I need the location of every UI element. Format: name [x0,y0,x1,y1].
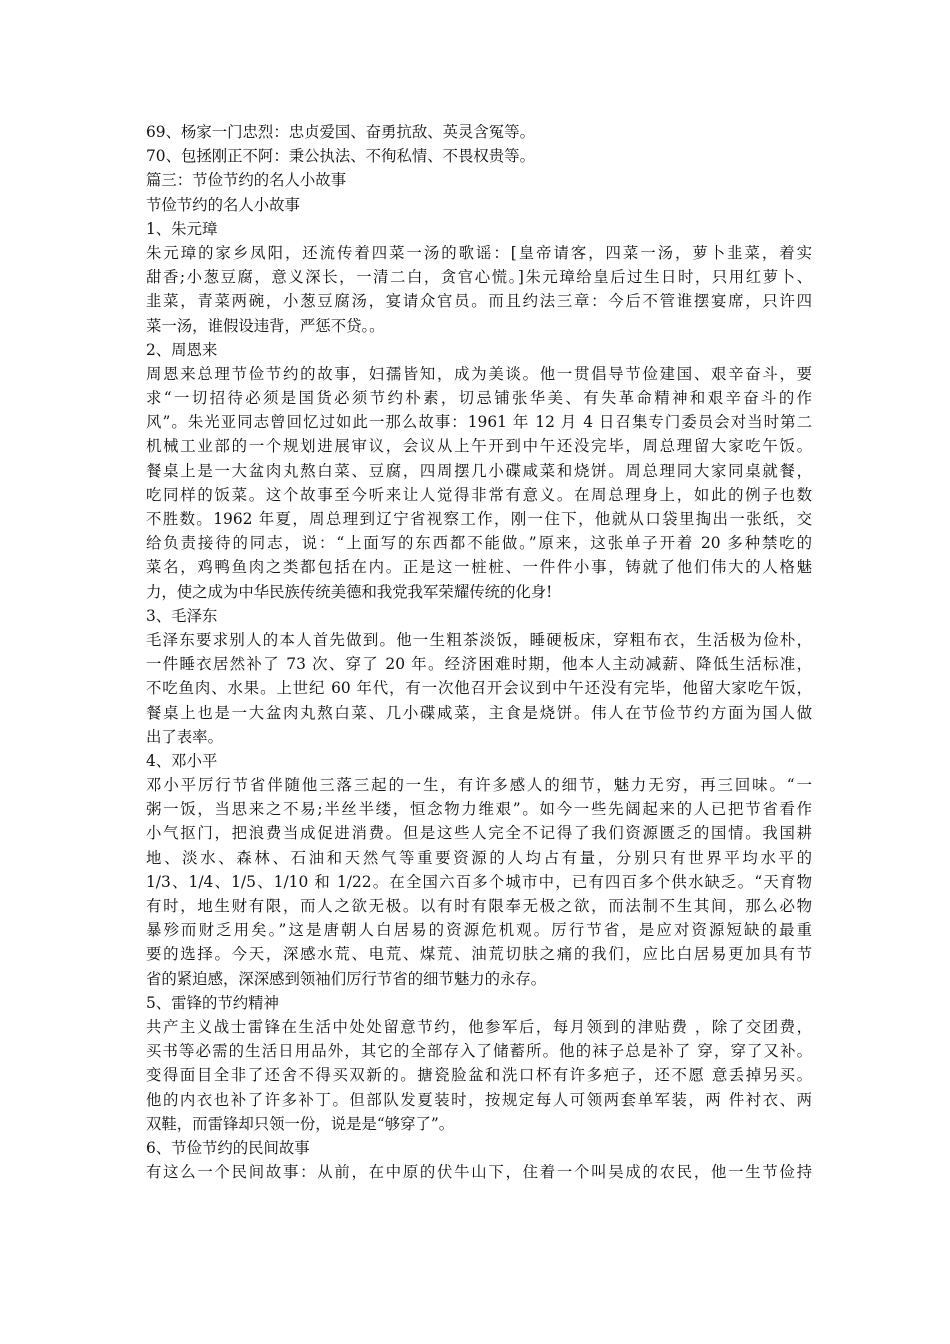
text-line: 70、包拯刚正不阿：秉公执法、不徇私情、不畏权贵等。 [146,147,535,166]
text-line: 5、雷锋的节约精神 [146,993,279,1012]
text-line: 一件睡衣居然补了 73 次、穿了 20 年。经济困难时期，他本人主动减薪、降低生活标准， [146,655,812,674]
text-line: 出了表率。 [146,727,223,746]
text-line: 1/3、1/4、1/5、1/10 和 1/22。在全国六百多个城市中，已有四百多个供水缺乏。“天育物 [146,872,812,891]
text-line: 1、朱元璋 [146,219,218,238]
text-line: 餐桌上是一大盆肉丸熬白菜、豆腐，四周摆几小碟咸菜和烧饼。周总理同大家同桌就餐， [146,461,812,480]
text-line: 6、节俭节约的民间故事 [146,1138,310,1157]
text-line: 不吃鱼肉、水果。上世纪 60 年代，有一次他召开会议到中午还没有完毕，他留大家吃午饭， [146,679,812,698]
text-line: 不胜数。1962 年夏，周总理到辽宁省视察工作，刚一住下，他就从口袋里掏出一张纸，交 [146,510,812,528]
text-line: 餐桌上也是一大盆肉丸熬白菜、几小碟咸菜，主食是烧饼。伟人在节俭节约方面为国人做 [146,703,812,722]
document-page [146,120,812,1184]
text-line: 小气抠门，把浪费当成促进消费。但是这些人完全不记得了我们资源匮乏的国情。我国耕 [146,824,812,843]
text-line: 地、淡水、森林、石油和天然气等重要资源的人均占有量，分别只有世界平均水平的 [146,848,812,867]
text-line: 粥一饭，当思来之不易;半丝半缕，恒念物力维艰”。如今一些先阔起来的人已把节省看作 [146,800,812,819]
text-line: 买书等必需的生活日用品外，其它的全部存入了储蓄所。他的袜子总是补了 穿，穿了又补。 [146,1042,812,1061]
text-line: 韭菜，青菜两碗，小葱豆腐汤，宴请众官员。而且约法三章：今后不管谁摆宴席，只许四 [146,292,812,311]
text-line: 力，使之成为中华民族传统美德和我党我军荣耀传统的化身! [146,582,553,601]
text-line: 他的内衣也补了许多补丁。但部队发夏装时，按规定每人可领两套单军装，两 件衬衣、两 [146,1090,812,1109]
text-line: 菜名，鸡鸭鱼肉之类都包括在内。正是这一桩桩、一件件小事，铸就了他们伟大的人格魅 [146,558,812,577]
text-line: 4、邓小平 [146,751,218,770]
text-line: 篇三：节俭节约的名人小故事 [146,171,347,190]
text-line: 要的选择。今天，深感水荒、电荒、煤荒、油荒切肤之痛的我们，应比白居易更加具有节 [146,945,812,964]
text-line: 双鞋，而雷锋却只领一份，说是是“够穿了”。 [146,1114,455,1133]
text-line: 省的紧迫感，深深感到领袖们厉行节省的细节魅力的永存。 [146,969,547,988]
text-line: 菜一汤，谁假设违背，严惩不贷。。 [146,316,385,335]
text-line: 毛泽东要求别人的本人首先做到。他一生粗茶淡饭，睡硬板床，穿粗布衣，生活极为俭朴， [146,630,812,649]
text-line: 暴殄而财乏用矣。”这是唐朝人白居易的资源危机观。厉行节省，是应对资源短缺的最重 [146,921,812,940]
text-line: 2、周恩来 [146,340,218,359]
text-line: 甜香;小葱豆腐，意义深长，一清二白，贪官心慌。]朱元璋给皇后过生日时，只用红萝卜、 [146,268,812,287]
text-line: 吃同样的饭菜。这个故事至今听来让人觉得非常有意义。在周总理身上，如此的例子也数 [146,485,812,504]
text-line: 3、毛泽东 [146,606,218,625]
text-line: 69、杨家一门忠烈：忠贞爱国、奋勇抗敌、英灵含冤等。 [146,123,535,141]
text-line: 求“一切招待必须是国货必须节约朴素，切忌铺张华美、有失革命精神和艰辛奋斗的作 [146,389,812,408]
text-line: 邓小平厉行节省伴随他三落三起的一生，有许多感人的细节，魅力无穷，再三回味。“一 [146,776,812,795]
text-line: 节俭节约的名人小故事 [146,195,300,214]
text-line: 有这么一个民间故事：从前，在中原的伏牛山下，住着一个叫吴成的农民，他一生节俭持 [146,1163,812,1182]
text-line: 周恩来总理节俭节约的故事，妇孺皆知，成为美谈。他一贯倡导节俭建国、艰辛奋斗，要 [146,364,812,383]
text-line: 机械工业部的一个规划进展审议，会议从上午开到中午还没完毕，周总理留大家吃午饭。 [146,437,812,456]
text-line: 共产主义战士雷锋在生活中处处留意节约，他参军后，每月领到的津贴费 ，除了交团费， [146,1017,812,1036]
text-line: 有时，地生财有限，而人之欲无极。以有时有限奉无极之欲，而法制不生其间，那么必物 [146,897,812,915]
text-line: 变得面目全非了还舍不得买双新的。搪瓷脸盆和洗口杯有许多疤子，还不愿 意丢掉另买。 [146,1066,812,1085]
text-line: 风”。朱光亚同志曾回忆过如此一那么故事：1961 年 12 月 4 日召集专门委员会对当时第二 [146,413,812,432]
text-line: 朱元璋的家乡凤阳，还流传着四菜一汤的歌谣：[皇帝请客，四菜一汤，萝卜韭菜，着实 [146,243,812,262]
text-line: 给负责接待的同志，说：“上面写的东西都不能做。”原来，这张单子开着 20 多种禁吃的 [146,534,812,553]
